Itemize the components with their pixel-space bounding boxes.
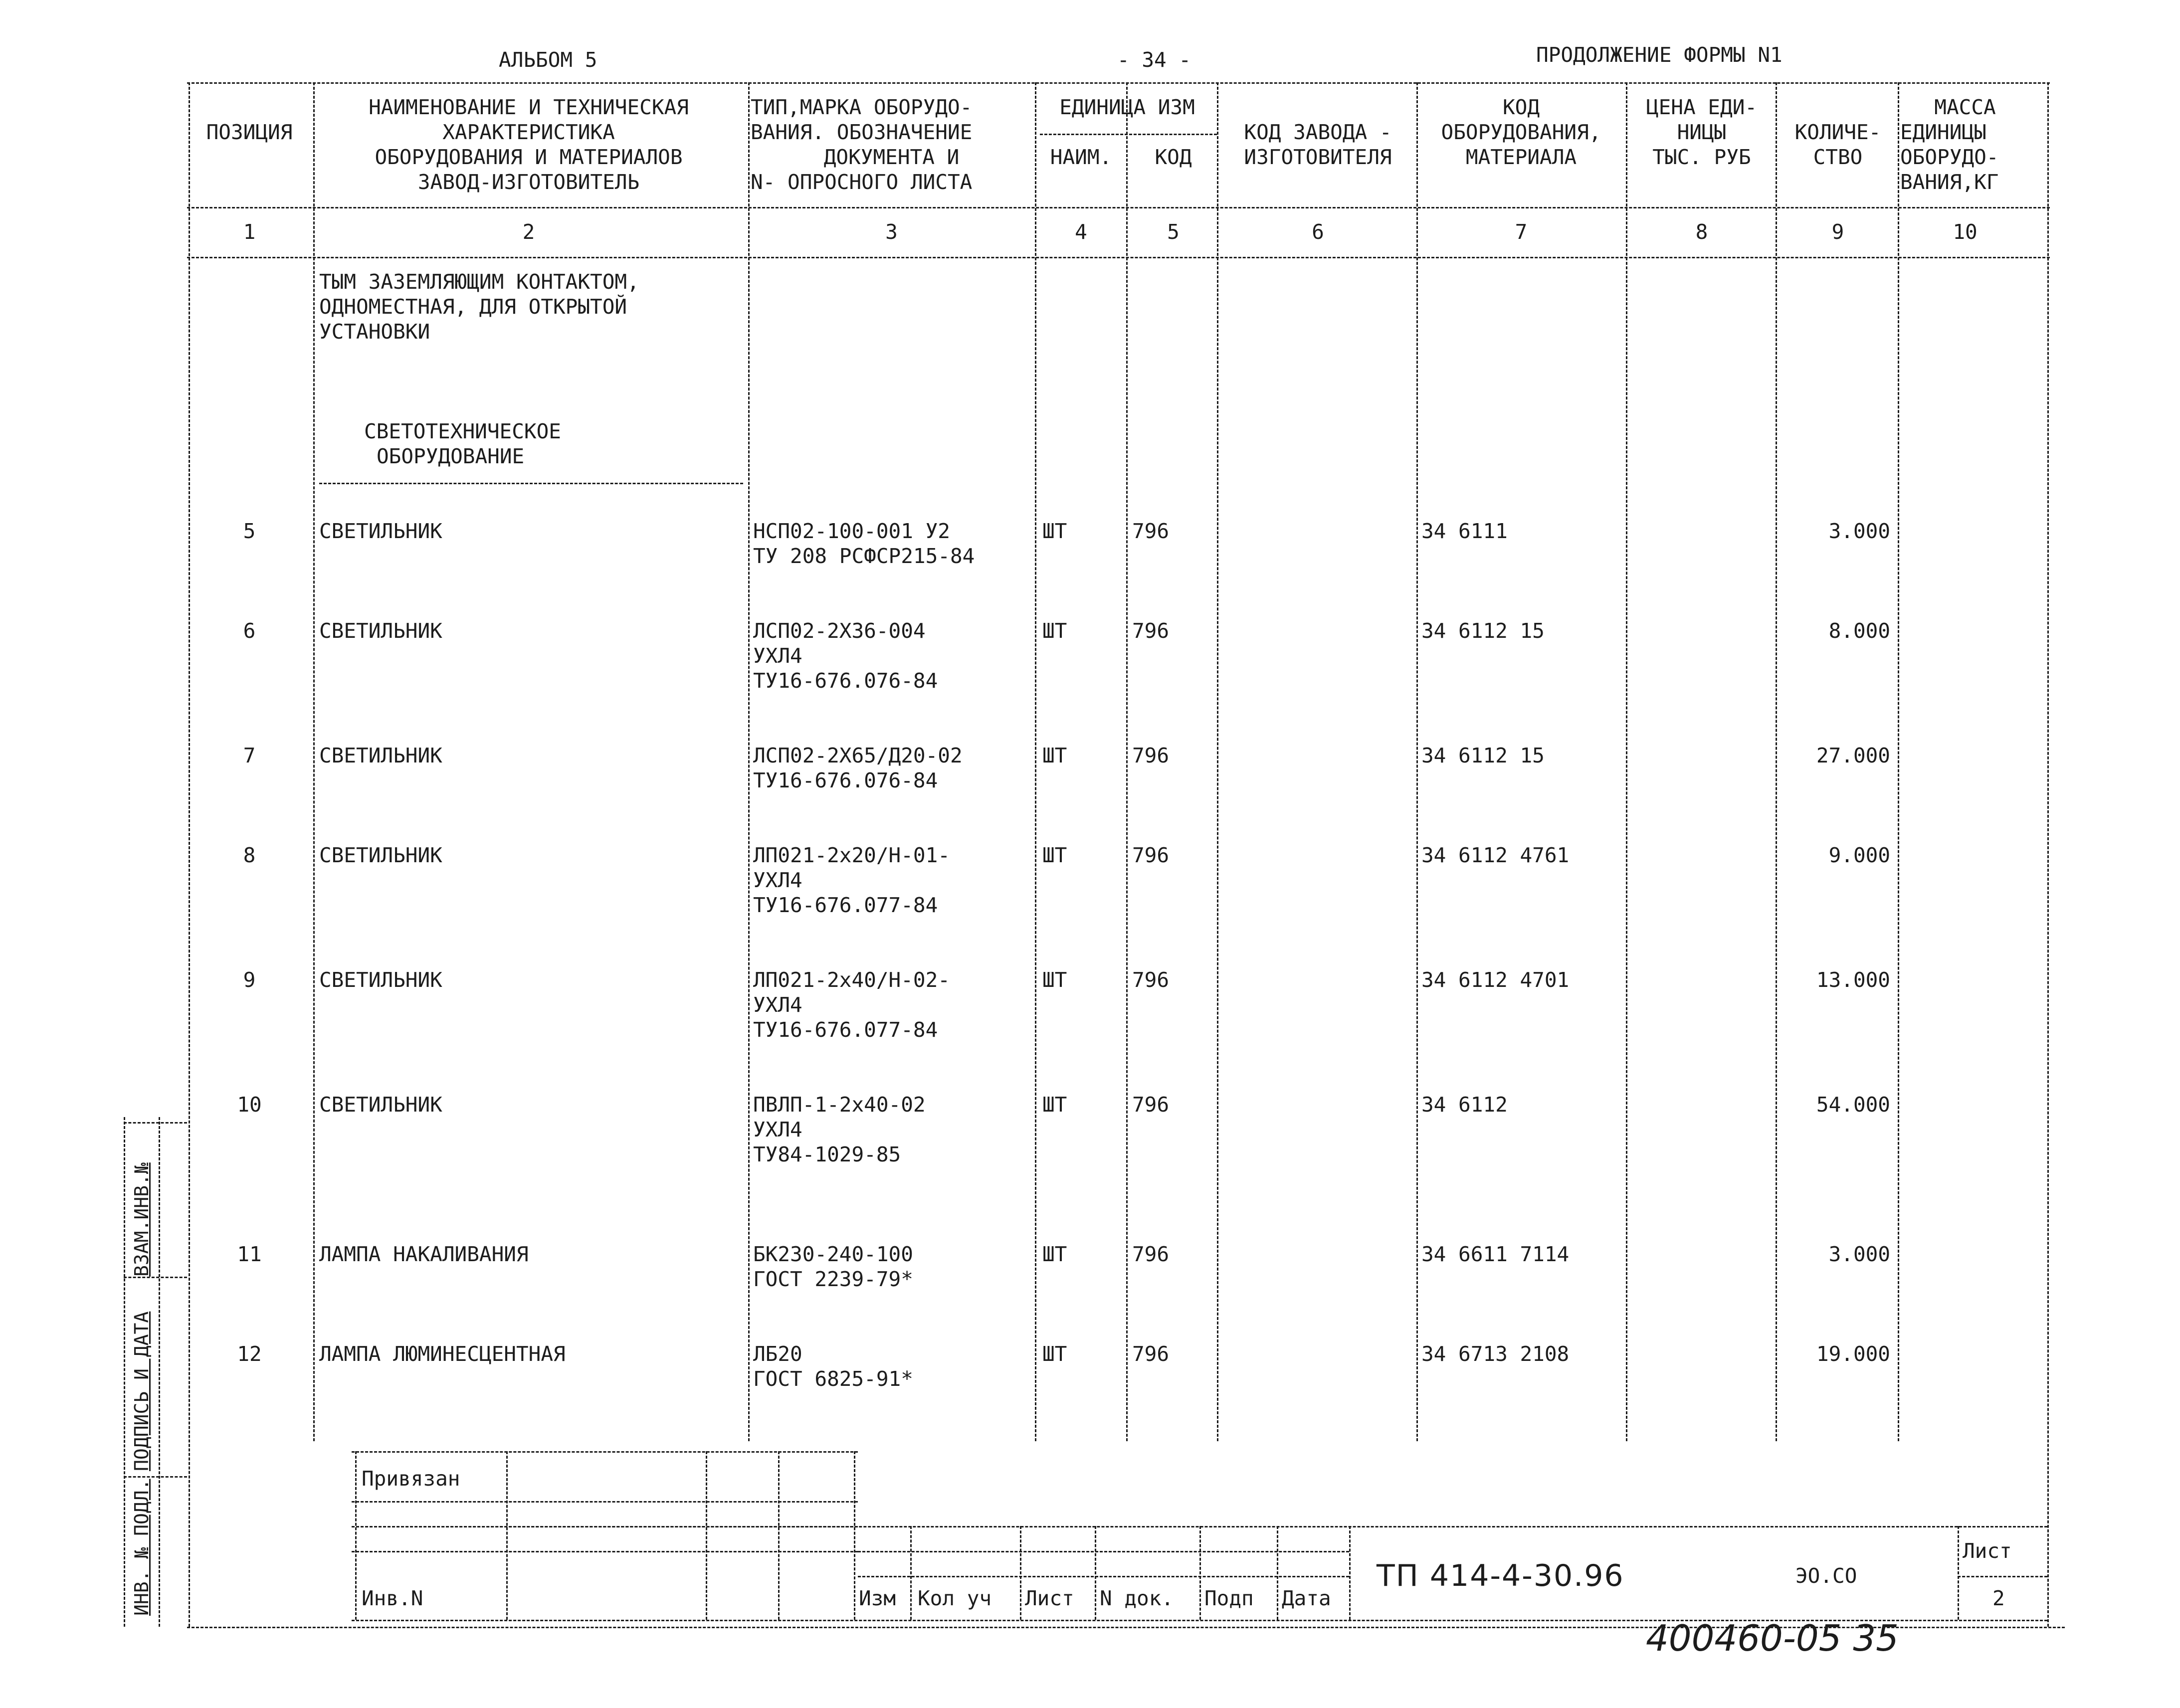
col-header-name: НАИМЕНОВАНИЕ И ТЕХНИЧЕСКАЯ ХАРАКТЕРИСТИКА ОБОРУДОВАНИЯ И МАТЕРИАЛОВ ЗАВОД-ИЗГОТОВИТЕЛЬ <box>369 95 689 194</box>
margin-line <box>124 1117 125 1627</box>
cell-type: УХЛ4 <box>753 1118 802 1141</box>
table-top-border <box>187 82 2050 84</box>
margin-line <box>159 1117 160 1627</box>
cell-material-code: 34 6713 2108 <box>1421 1342 1570 1366</box>
stamp-column-line <box>1020 1526 1021 1620</box>
cell-type: БК230-240-100 <box>753 1242 913 1266</box>
stamp-data: Дата <box>1282 1586 1331 1610</box>
cell-type: ПВЛП-1-2х40-02 <box>753 1093 926 1117</box>
cell-type: ЛП021-2х40/Н-02- <box>753 968 950 992</box>
column-line <box>1776 82 1777 1441</box>
cell-material-code: 34 6112 15 <box>1421 744 1545 767</box>
cell-name: СВЕТИЛЬНИК <box>319 744 442 767</box>
cell-position: 9 <box>243 968 256 992</box>
cell-unit: ШТ <box>1042 1093 1067 1117</box>
form-continuation: ПРОДОЛЖЕНИЕ ФОРМЫ N1 <box>1536 43 1783 67</box>
cell-type: ЛБ20 <box>753 1342 802 1366</box>
cell-type: ЛП021-2х20/Н-01- <box>753 843 950 867</box>
stamp-line <box>352 1501 858 1503</box>
stamp-column-line <box>854 1451 855 1620</box>
section-title: ОБОРУДОВАНИЕ <box>377 444 525 468</box>
col-number: 10 <box>1953 220 1978 244</box>
cell-name: ЛАМПА НАКАЛИВАНИЯ <box>319 1242 529 1266</box>
stamp-line <box>352 1451 858 1453</box>
cell-type: УХЛ4 <box>753 644 802 668</box>
cell-type: ЛСП02-2Х36-004 <box>753 619 926 643</box>
col-header-factory-code: КОД ЗАВОДА - ИЗГОТОВИТЕЛЯ <box>1244 120 1392 169</box>
album-label: АЛЬБОМ 5 <box>499 48 597 72</box>
stamp-privyazan: Привязан <box>362 1467 460 1491</box>
cell-quantity: 54.000 <box>1816 1093 1890 1117</box>
cell-type: ТУ84-1029-85 <box>753 1142 901 1166</box>
side-label-vzam-inv: ВЗАМ.ИНВ.№ <box>131 1162 153 1277</box>
cell-quantity: 8.000 <box>1828 619 1890 643</box>
cell-position: 7 <box>243 744 256 767</box>
col-header-material-code: КОД ОБОРУДОВАНИЯ, МАТЕРИАЛА <box>1441 95 1601 169</box>
margin-line <box>124 1122 187 1124</box>
cell-unit-code: 796 <box>1132 1242 1170 1266</box>
column-line <box>1898 82 1899 1441</box>
stamp-line <box>858 1551 1349 1552</box>
cell-quantity: 9.000 <box>1828 843 1890 867</box>
cell-unit: ШТ <box>1042 1342 1067 1366</box>
cell-type: ТУ16-676.076-84 <box>753 768 938 792</box>
cell-type: ЛСП02-2Х65/Д20-02 <box>753 744 963 767</box>
cell-unit-code: 796 <box>1132 619 1170 643</box>
sheet-number: 2 <box>1992 1586 2005 1610</box>
cell-quantity: 27.000 <box>1816 744 1890 767</box>
column-line <box>1126 82 1128 1441</box>
cell-material-code: 34 6111 <box>1421 519 1508 543</box>
col-header-unit-code: КОД <box>1155 145 1192 169</box>
stamp-column-line <box>910 1526 912 1620</box>
col-header-unit-name: НАИМ. <box>1050 145 1112 169</box>
column-line <box>1217 82 1218 1441</box>
section-title: СВЕТОТЕХНИЧЕСКОЕ <box>364 419 561 443</box>
cell-name: СВЕТИЛЬНИК <box>319 619 442 643</box>
cell-type: УХЛ4 <box>753 868 802 892</box>
col-header-mass: МАССА ЕДИНИЦЫ ОБОРУДО- ВАНИЯ,КГ <box>1900 95 1999 194</box>
cell-material-code: 34 6112 <box>1421 1093 1508 1117</box>
stamp-column-line <box>1958 1526 1959 1620</box>
column-line <box>748 82 750 1441</box>
cell-position: 5 <box>243 519 256 543</box>
cell-type: ГОСТ 6825-91* <box>753 1367 913 1391</box>
stamp-n-dok: N док. <box>1100 1586 1174 1610</box>
unit-split-line <box>1040 134 1217 135</box>
side-label-inv-podl: ИНВ. № ПОДЛ. <box>131 1479 153 1616</box>
stamp-column-line <box>1199 1526 1201 1620</box>
cell-unit-code: 796 <box>1132 744 1170 767</box>
col-header-position: ПОЗИЦИЯ <box>206 120 293 144</box>
stamp-inv: Инв.N <box>362 1586 423 1610</box>
cell-quantity: 19.000 <box>1816 1342 1890 1366</box>
stamp-line <box>352 1551 858 1552</box>
section-underline <box>319 483 743 484</box>
cell-position: 8 <box>243 843 256 867</box>
cell-material-code: 34 6112 4761 <box>1421 843 1570 867</box>
cell-type: ГОСТ 2239-79* <box>753 1267 913 1291</box>
cell-unit: ШТ <box>1042 619 1067 643</box>
column-line <box>1035 82 1036 1441</box>
col-number: 6 <box>1312 220 1324 244</box>
cell-type: ТУ16-676.077-84 <box>753 1018 938 1042</box>
cell-unit: ШТ <box>1042 1242 1067 1266</box>
col-header-quantity: КОЛИЧЕ- СТВО <box>1794 120 1881 169</box>
column-line <box>1416 82 1418 1441</box>
stamp-column-line <box>706 1451 707 1620</box>
cell-unit-code: 796 <box>1132 519 1170 543</box>
stamp-kol-uch: Кол уч <box>918 1586 992 1610</box>
cell-name: СВЕТИЛЬНИК <box>319 519 442 543</box>
column-line <box>2047 82 2049 1627</box>
side-label-podpis-data: ПОДПИСЬ И ДАТА <box>131 1311 153 1471</box>
stamp-column-line <box>1095 1526 1096 1620</box>
handwritten-archive-number: 400460-05 35 <box>1646 1617 1899 1659</box>
cell-position: 10 <box>237 1093 262 1117</box>
cell-position: 11 <box>237 1242 262 1266</box>
cell-name: СВЕТИЛЬНИК <box>319 843 442 867</box>
cell-type: ТУ16-676.076-84 <box>753 669 938 693</box>
col-number: 3 <box>885 220 898 244</box>
sheet-label: Лист <box>1963 1539 2012 1563</box>
cell-unit: ШТ <box>1042 843 1067 867</box>
col-number: 8 <box>1695 220 1708 244</box>
col-number: 1 <box>243 220 256 244</box>
col-number: 4 <box>1075 220 1087 244</box>
col-header-price: ЦЕНА ЕДИ- НИЦЫ ТЫС. РУБ <box>1646 95 1758 169</box>
stamp-line <box>858 1576 1349 1577</box>
cell-type: УХЛ4 <box>753 993 802 1017</box>
col-number: 7 <box>1515 220 1528 244</box>
cell-quantity: 13.000 <box>1816 968 1890 992</box>
cell-position: 6 <box>243 619 256 643</box>
stamp-line <box>1958 1576 2047 1577</box>
cell-quantity: 3.000 <box>1828 519 1890 543</box>
stamp-list: Лист <box>1025 1586 1074 1610</box>
cell-type: ТУ 208 РСФСР215-84 <box>753 544 975 568</box>
stamp-izm: Изм <box>859 1586 896 1610</box>
cell-material-code: 34 6611 7114 <box>1421 1242 1570 1266</box>
cell-material-code: 34 6112 4701 <box>1421 968 1570 992</box>
stamp-column-line <box>778 1451 780 1620</box>
cell-unit-code: 796 <box>1132 1342 1170 1366</box>
col-number: 5 <box>1167 220 1180 244</box>
cell-name: СВЕТИЛЬНИК <box>319 968 442 992</box>
col-number: 9 <box>1831 220 1844 244</box>
cell-unit: ШТ <box>1042 968 1067 992</box>
stamp-podp: Подп <box>1204 1586 1254 1610</box>
document-code: ТП 414-4-30.96 <box>1377 1558 1624 1593</box>
cell-name: СВЕТИЛЬНИК <box>319 1093 442 1117</box>
cell-position: 12 <box>237 1342 262 1366</box>
cell-type: ТУ16-676.077-84 <box>753 893 938 917</box>
cell-unit-code: 796 <box>1132 843 1170 867</box>
stamp-column-line <box>1349 1526 1351 1620</box>
margin-line <box>124 1476 187 1478</box>
margin-line <box>124 1277 187 1278</box>
cell-unit: ШТ <box>1042 519 1067 543</box>
cell-unit-code: 796 <box>1132 968 1170 992</box>
cell-unit: ШТ <box>1042 744 1067 767</box>
column-line <box>1626 82 1627 1441</box>
cell-type: НСП02-100-001 У2 <box>753 519 950 543</box>
document-section: ЭО.СО <box>1795 1564 1857 1588</box>
stamp-column-line <box>1277 1526 1278 1620</box>
header-bottom-border <box>187 207 2050 208</box>
continuation-line: УСТАНОВКИ <box>319 320 430 344</box>
col-header-type: ТИП,МАРКА ОБОРУДО- ВАНИЯ. ОБОЗНАЧЕНИЕ ДОКУМЕНТА И N- ОПРОСНОГО ЛИСТА <box>751 95 973 194</box>
cell-quantity: 3.000 <box>1828 1242 1890 1266</box>
numbers-bottom-border <box>187 257 2050 258</box>
col-number: 2 <box>522 220 535 244</box>
cell-unit-code: 796 <box>1132 1093 1170 1117</box>
col-header-unit: ЕДИНИЦА ИЗМ <box>1059 95 1195 119</box>
cell-name: ЛАМПА ЛЮМИНЕСЦЕНТНАЯ <box>319 1342 566 1366</box>
cell-material-code: 34 6112 15 <box>1421 619 1545 643</box>
column-line <box>313 82 315 1441</box>
continuation-line: ОДНОМЕСТНАЯ, ДЛЯ ОТКРЫТОЙ <box>319 295 627 319</box>
stamp-column-line <box>355 1451 357 1620</box>
stamp-column-line <box>506 1451 508 1620</box>
continuation-line: ТЫМ ЗАЗЕМЛЯЮЩИМ КОНТАКТОМ, <box>319 270 639 294</box>
page-number: - 34 - <box>1117 48 1191 72</box>
